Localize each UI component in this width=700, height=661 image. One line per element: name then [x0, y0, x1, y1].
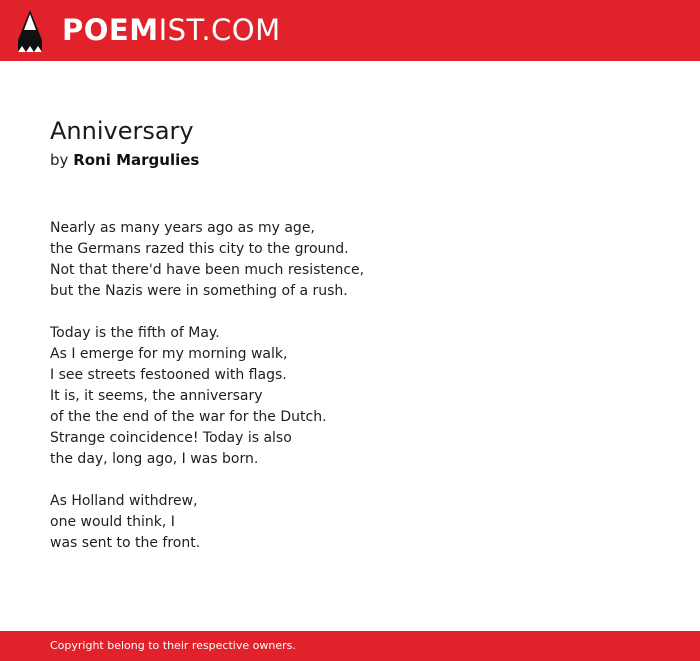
site-footer	[0, 631, 700, 661]
poem-body	[50, 218, 650, 575]
copyright-notice: Copyright belong to their respective owners.	[50, 639, 296, 652]
poem-line: Strange coincidence! Today is also	[50, 430, 292, 446]
stanza-2	[50, 323, 650, 470]
poem-line: the day, long ago, I was born.	[50, 451, 259, 467]
site-logo-text	[62, 13, 281, 47]
poem-line: was sent to the front.	[50, 535, 201, 551]
poem-line: I see streets festooned with flags.	[50, 367, 287, 383]
poem-line: Today is the fifth of May.	[50, 325, 220, 341]
poem-line: but the Nazis were in something of a rush.	[50, 283, 348, 299]
poem-line: As I emerge for my morning walk,	[50, 346, 288, 362]
byline-prefix: by	[50, 151, 69, 169]
poem-title: Anniversary	[50, 117, 194, 145]
stanza-3	[50, 491, 650, 554]
pencil-icon	[18, 10, 42, 52]
author-name: Roni Margulies	[73, 151, 200, 169]
logo-bold-part: POEM	[62, 13, 159, 47]
logo-light-part: IST.COM	[158, 13, 281, 47]
site-header	[0, 0, 700, 61]
poem-line: one would think, I	[50, 514, 175, 530]
poem-line: of the the end of the war for the Dutch.	[50, 409, 327, 425]
poem-line: As Holland withdrew,	[50, 493, 198, 509]
poem-line: Nearly as many years ago as my age,	[50, 220, 315, 236]
poem-line: Not that there'd have been much resistence,	[50, 262, 365, 278]
poem-line: the Germans razed this city to the ground.	[50, 241, 349, 257]
poem-heading	[50, 115, 650, 170]
byline	[50, 150, 650, 170]
site-logo-link[interactable]	[18, 0, 281, 61]
stanza-1	[50, 218, 650, 302]
poem-line: It is, it seems, the anniversary	[50, 388, 263, 404]
